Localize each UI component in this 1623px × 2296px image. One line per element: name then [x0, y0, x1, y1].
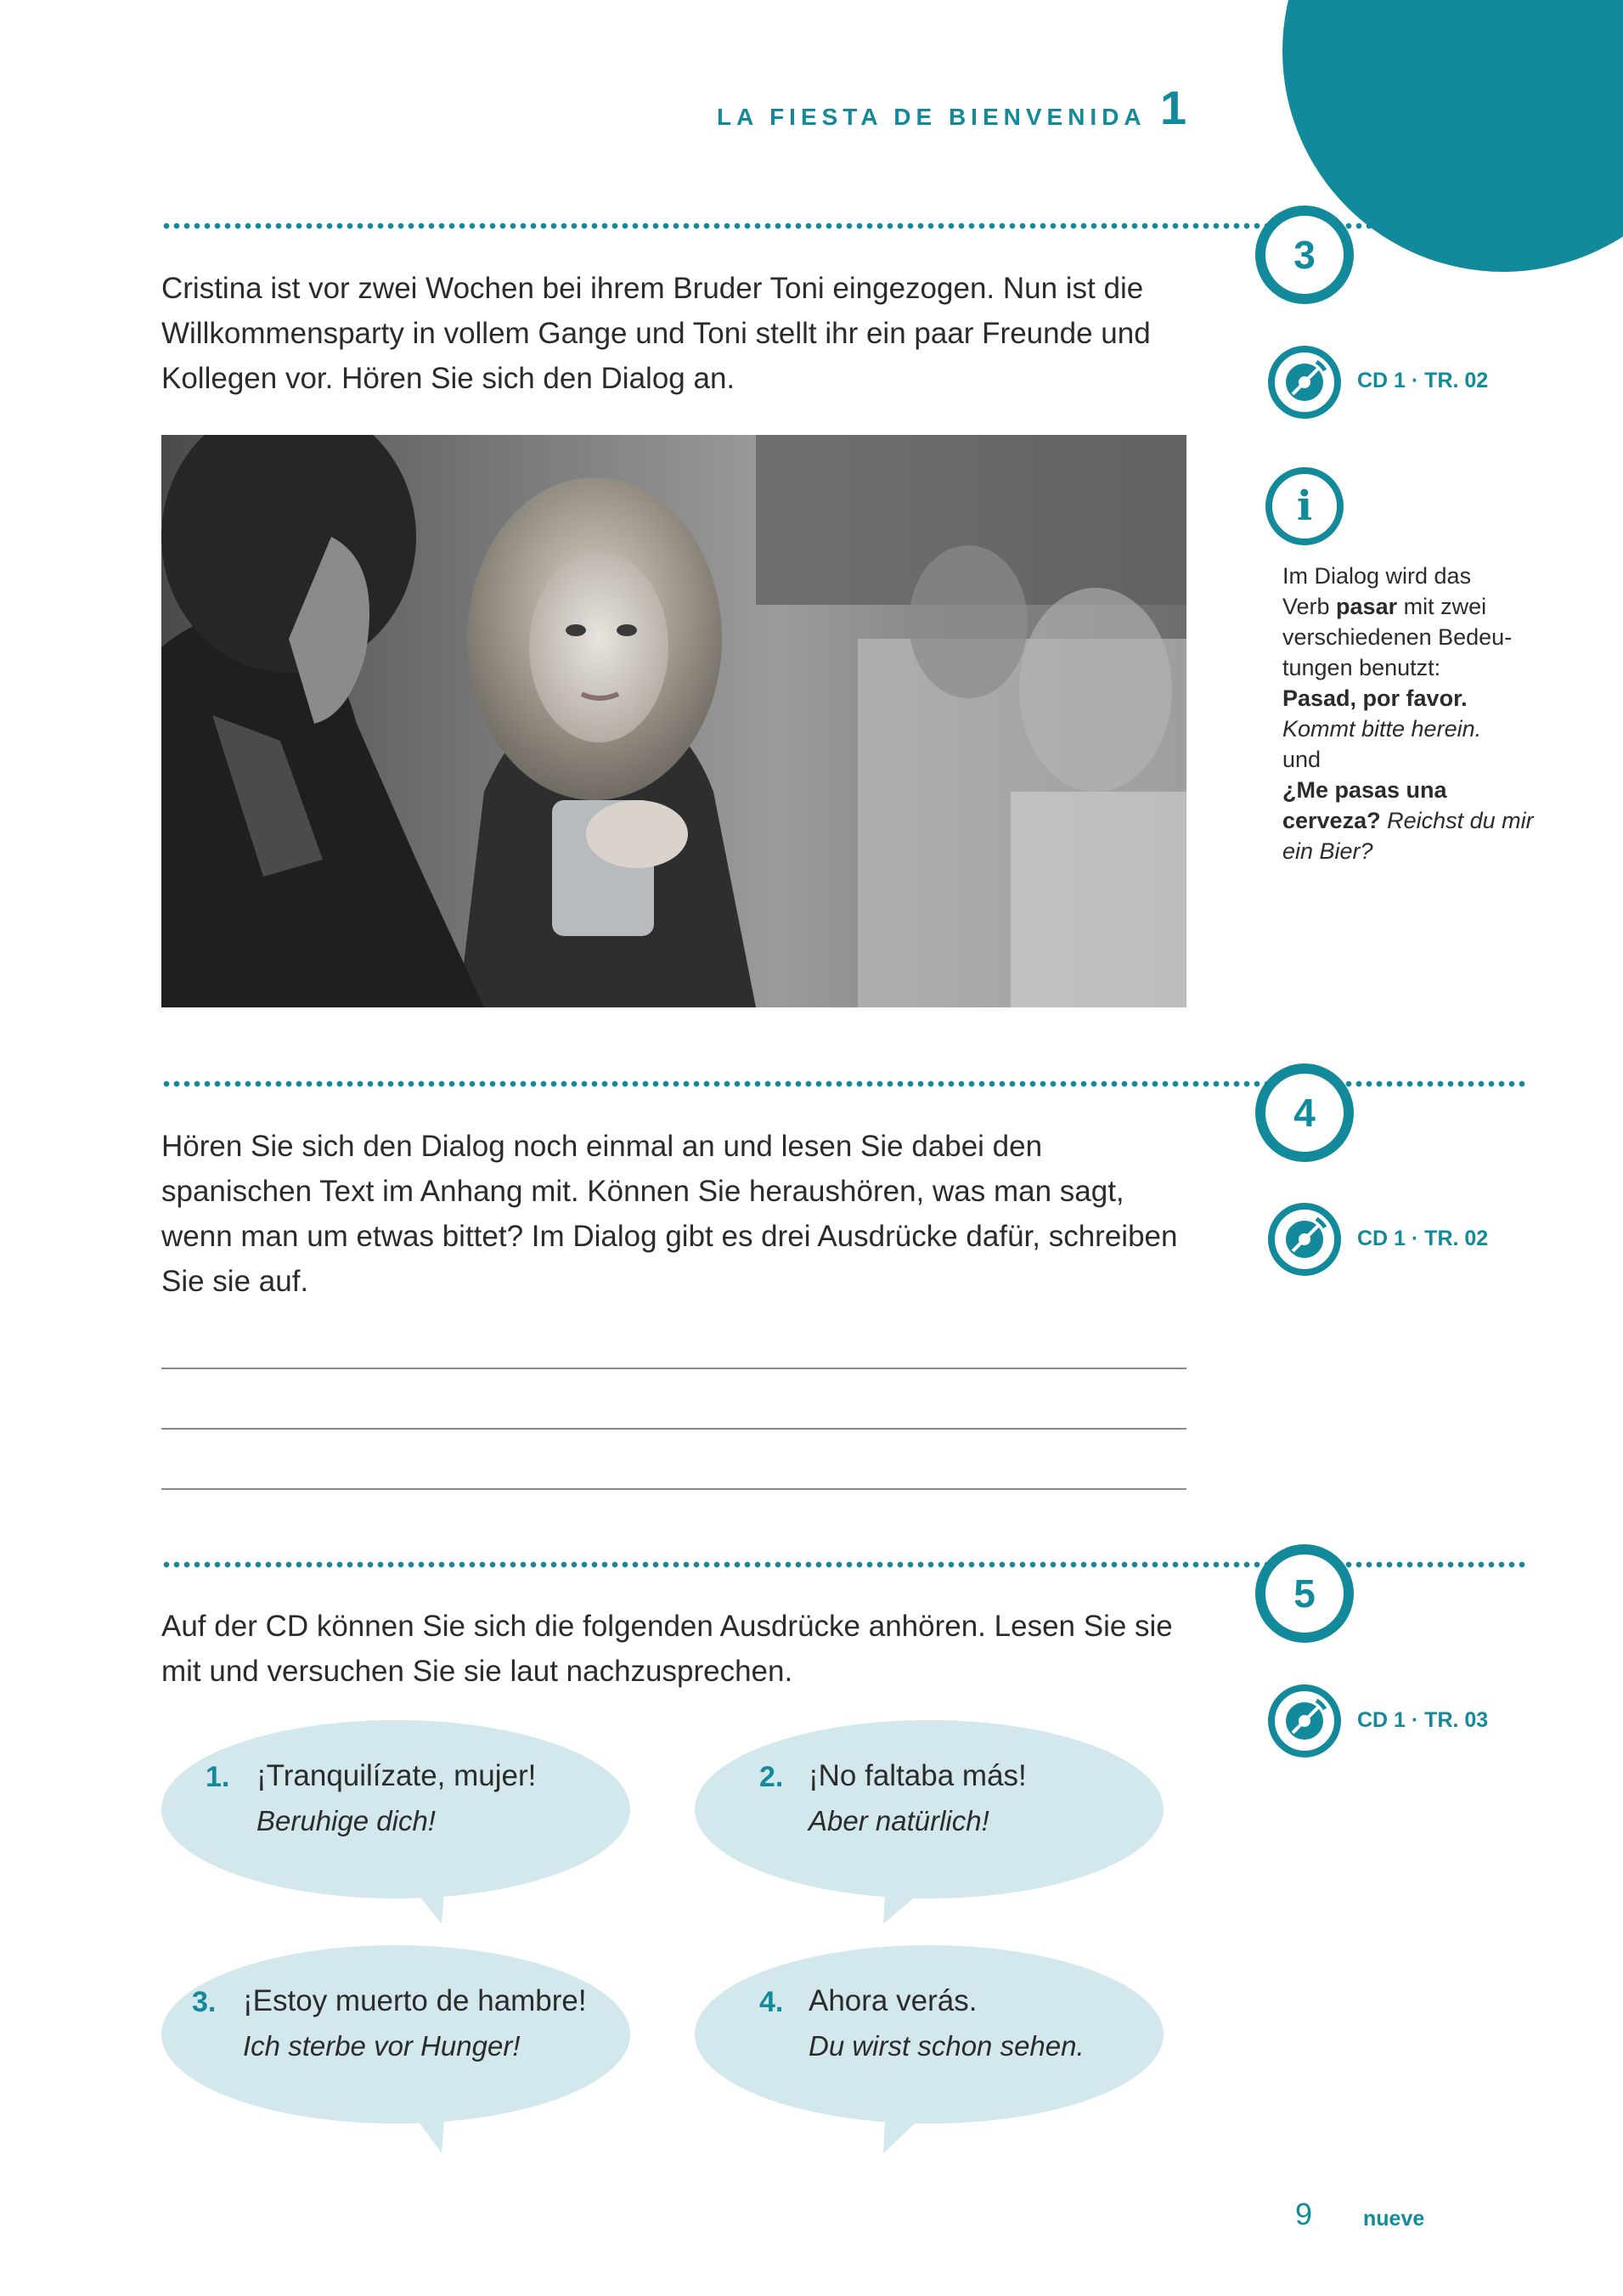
cd-track-label: CD 1 · TR. 02 — [1357, 369, 1489, 392]
answer-line[interactable] — [161, 1368, 1186, 1369]
exercise-instructions: Auf der CD können Sie sich die folgenden Ausdrücke anhören. Lesen Sie sie mit und versuchen Sie sie laut nachzusprechen. — [161, 1610, 1173, 1688]
phrase-spanish: ¡No faltaba más! — [809, 1759, 1027, 1792]
phrase-bubble-2 — [695, 1720, 1164, 1904]
answer-line[interactable] — [161, 1428, 1186, 1430]
cd-track-label: CD 1 · TR. 02 — [1357, 1227, 1489, 1250]
answer-line[interactable] — [161, 1488, 1186, 1490]
phrase-bubble-3 — [161, 1945, 630, 2129]
exercise-instructions: Cristina ist vor zwei Wochen bei ihrem Bruder Toni eingezogen. Nun ist die Willkommensparty in vollem Gange und Toni stellt ihr ein paar Freunde und Kollegen vor. Hören Sie sich den Dialog an. — [161, 272, 1151, 395]
info-icon: i — [1265, 467, 1344, 545]
audio-cd-icon — [1267, 1684, 1342, 1758]
party-photo — [161, 435, 1186, 1007]
exercise-number-badge: 4 — [1255, 1063, 1354, 1162]
phrase-number: 1. — [206, 1761, 230, 1793]
phrase-number: 3. — [192, 1986, 217, 2018]
phrase-bubble-1 — [161, 1720, 630, 1904]
page-number-word: nueve — [1363, 2207, 1425, 2231]
info-note: Im Dialog wird das Verb pasar mit zwei verschiedenen Bedeu- tungen benutzt: Pasad, por favor. Kommt bitte herein. und ¿Me pasas una cerveza? Reichst du mir ein Bier? — [1282, 563, 1534, 864]
audio-cd-icon — [1267, 1202, 1342, 1277]
exercise-instructions: Hören Sie sich den Dialog noch einmal an und lesen Sie dabei den spanischen Text im Anhang mit. Können Sie heraushören, was man sagt, wenn man um etwas bittet? Im Dialog gibt es drei Ausdrücke dafür, schreiben Sie sie auf. — [161, 1130, 1178, 1298]
audio-cd-icon — [1267, 345, 1342, 420]
phrase-german: Aber natürlich! — [809, 1805, 989, 1836]
phrase-spanish: ¡Estoy muerto de hambre! — [243, 1984, 587, 2017]
phrase-german: Ich sterbe vor Hunger! — [243, 2030, 521, 2062]
exercise-number-badge: 5 — [1255, 1544, 1354, 1643]
exercise-number-badge: 3 — [1255, 206, 1354, 304]
chapter-number: 1 — [1160, 81, 1187, 134]
cd-track-label: CD 1 · TR. 03 — [1357, 1708, 1489, 1732]
phrase-number: 4. — [759, 1986, 784, 2018]
phrase-bubble-4 — [695, 1945, 1164, 2129]
phrase-spanish: Ahora verás. — [809, 1984, 978, 2017]
page-number: 9 — [1295, 2197, 1313, 2231]
chapter-title: LA FIESTA DE BIENVENIDA — [717, 104, 1147, 130]
phrase-german: Du wirst schon sehen. — [809, 2030, 1085, 2062]
phrase-spanish: ¡Tranquilízate, mujer! — [256, 1759, 537, 1792]
phrase-german: Beruhige dich! — [256, 1805, 436, 1836]
phrase-number: 2. — [759, 1761, 784, 1793]
